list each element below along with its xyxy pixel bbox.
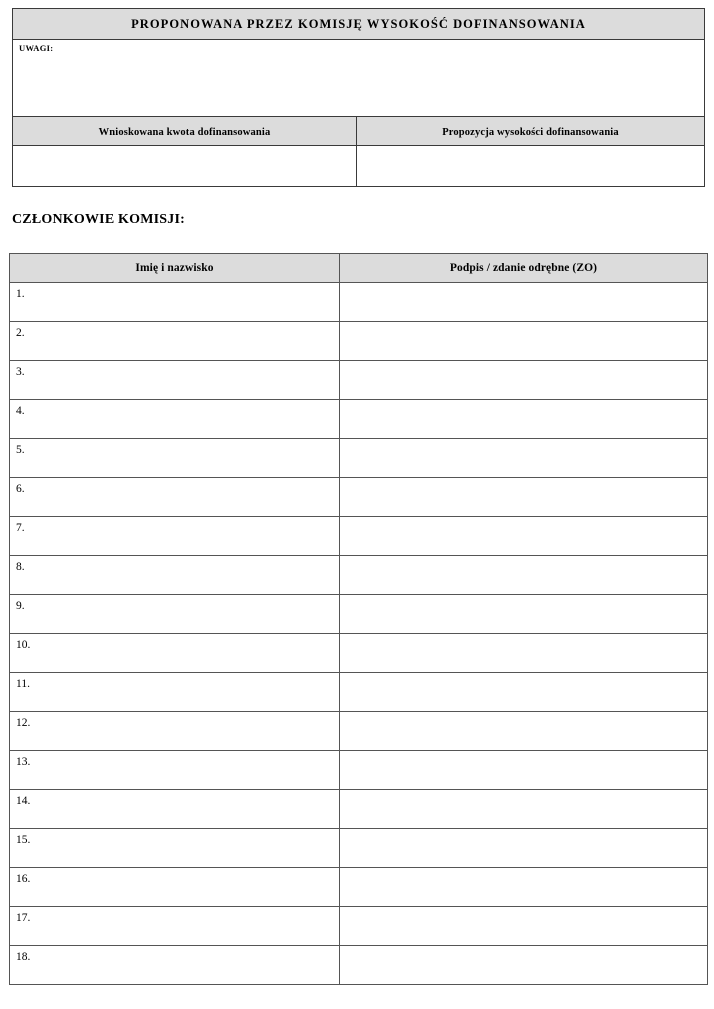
member-signature-value — [340, 829, 707, 834]
table-row — [10, 829, 708, 868]
member-name-cell[interactable] — [10, 595, 340, 634]
table-row — [10, 478, 708, 517]
funding-notes-row — [13, 40, 705, 117]
funding-proposal-table — [12, 8, 705, 187]
member-name-cell[interactable] — [10, 946, 340, 985]
member-row-number: 7. — [16, 522, 25, 534]
member-name-cell[interactable] — [10, 673, 340, 712]
member-signature-value — [340, 361, 707, 366]
proposed-amount-field[interactable] — [357, 146, 705, 187]
member-signature-cell[interactable] — [340, 790, 708, 829]
member-signature-cell[interactable] — [340, 556, 708, 595]
member-signature-value — [340, 478, 707, 483]
funding-title-text: PROPONOWANA PRZEZ KOMISJĘ WYSOKOŚĆ DOFINANSOWANIA — [131, 17, 586, 31]
member-name-cell[interactable] — [10, 634, 340, 673]
members-section-heading: CZŁONKOWIE KOMISJI: — [12, 212, 185, 227]
funding-column-header-row — [13, 117, 705, 146]
member-name-cell[interactable] — [10, 712, 340, 751]
member-row-number: 2. — [16, 327, 25, 339]
member-row-number: 11. — [16, 678, 30, 690]
member-signature-value — [340, 712, 707, 717]
member-row-number: 16. — [16, 873, 31, 885]
member-name-cell[interactable] — [10, 907, 340, 946]
member-row-number: 14. — [16, 795, 31, 807]
member-row-number: 10. — [16, 639, 31, 651]
table-row — [10, 634, 708, 673]
member-name-cell[interactable] — [10, 829, 340, 868]
requested-amount-field[interactable] — [13, 146, 357, 187]
member-row-number: 18. — [16, 951, 31, 963]
member-name-cell[interactable] — [10, 790, 340, 829]
member-row-number: 12. — [16, 717, 31, 729]
notes-cell[interactable] — [13, 40, 705, 117]
member-signature-header-label: Podpis / zdanie odrębne (ZO) — [449, 262, 598, 274]
member-name-cell[interactable] — [10, 751, 340, 790]
table-row — [10, 517, 708, 556]
member-signature-value — [340, 439, 707, 444]
member-signature-value — [340, 751, 707, 756]
member-name-header — [10, 254, 340, 283]
table-row — [10, 751, 708, 790]
member-signature-value — [340, 517, 707, 522]
member-signature-cell[interactable] — [340, 517, 708, 556]
table-row — [10, 595, 708, 634]
member-signature-cell[interactable] — [340, 634, 708, 673]
member-signature-cell[interactable] — [340, 400, 708, 439]
member-name-cell[interactable] — [10, 400, 340, 439]
member-name-cell[interactable] — [10, 283, 340, 322]
member-signature-value — [340, 790, 707, 795]
member-row-number: 4. — [16, 405, 25, 417]
member-signature-value — [340, 946, 707, 951]
member-signature-value — [340, 595, 707, 600]
member-signature-cell[interactable] — [340, 946, 708, 985]
proposed-amount-header-label: Propozycja wysokości dofinansowania — [442, 127, 619, 138]
member-row-number: 8. — [16, 561, 25, 573]
requested-amount-header — [13, 117, 357, 146]
member-signature-value — [340, 673, 707, 678]
member-signature-cell[interactable] — [340, 439, 708, 478]
member-row-number: 17. — [16, 912, 31, 924]
member-signature-cell[interactable] — [340, 751, 708, 790]
member-name-cell[interactable] — [10, 517, 340, 556]
member-row-number: 9. — [16, 600, 25, 612]
member-name-cell[interactable] — [10, 361, 340, 400]
notes-label: UWAGI: — [19, 43, 54, 53]
commission-members-table — [9, 253, 708, 985]
member-signature-value — [340, 634, 707, 639]
table-row — [10, 556, 708, 595]
member-row-number: 1. — [16, 288, 25, 300]
funding-values-row — [13, 146, 705, 187]
member-signature-header — [340, 254, 708, 283]
table-row — [10, 673, 708, 712]
member-signature-value — [340, 322, 707, 327]
member-name-cell[interactable] — [10, 868, 340, 907]
member-name-cell[interactable] — [10, 556, 340, 595]
table-row — [10, 283, 708, 322]
member-signature-cell[interactable] — [340, 478, 708, 517]
member-signature-cell[interactable] — [340, 283, 708, 322]
member-row-number: 3. — [16, 366, 25, 378]
funding-title-cell — [13, 9, 705, 40]
member-name-cell[interactable] — [10, 322, 340, 361]
member-signature-cell[interactable] — [340, 595, 708, 634]
funding-title-row — [13, 9, 705, 40]
proposed-amount-header — [357, 117, 705, 146]
member-signature-cell[interactable] — [340, 829, 708, 868]
table-row — [10, 439, 708, 478]
table-row — [10, 712, 708, 751]
member-row-number: 5. — [16, 444, 25, 456]
requested-amount-header-label: Wnioskowana kwota dofinansowania — [98, 127, 271, 138]
member-signature-value — [340, 400, 707, 405]
member-name-cell[interactable] — [10, 478, 340, 517]
member-signature-value — [340, 907, 707, 912]
member-signature-cell[interactable] — [340, 322, 708, 361]
member-row-number: 6. — [16, 483, 25, 495]
table-row — [10, 790, 708, 829]
members-header-row — [10, 254, 708, 283]
member-signature-value — [340, 556, 707, 561]
member-signature-value — [340, 283, 707, 288]
member-signature-cell[interactable] — [340, 361, 708, 400]
table-row — [10, 400, 708, 439]
member-row-number: 15. — [16, 834, 31, 846]
table-row — [10, 868, 708, 907]
member-signature-cell[interactable] — [340, 673, 708, 712]
table-row — [10, 946, 708, 985]
table-row — [10, 907, 708, 946]
member-signature-value — [340, 868, 707, 873]
member-signature-cell[interactable] — [340, 868, 708, 907]
table-row — [10, 322, 708, 361]
table-row — [10, 361, 708, 400]
member-signature-cell[interactable] — [340, 907, 708, 946]
member-signature-cell[interactable] — [340, 712, 708, 751]
member-name-header-label: Imię i nazwisko — [135, 262, 214, 274]
member-name-cell[interactable] — [10, 439, 340, 478]
member-row-number: 13. — [16, 756, 31, 768]
